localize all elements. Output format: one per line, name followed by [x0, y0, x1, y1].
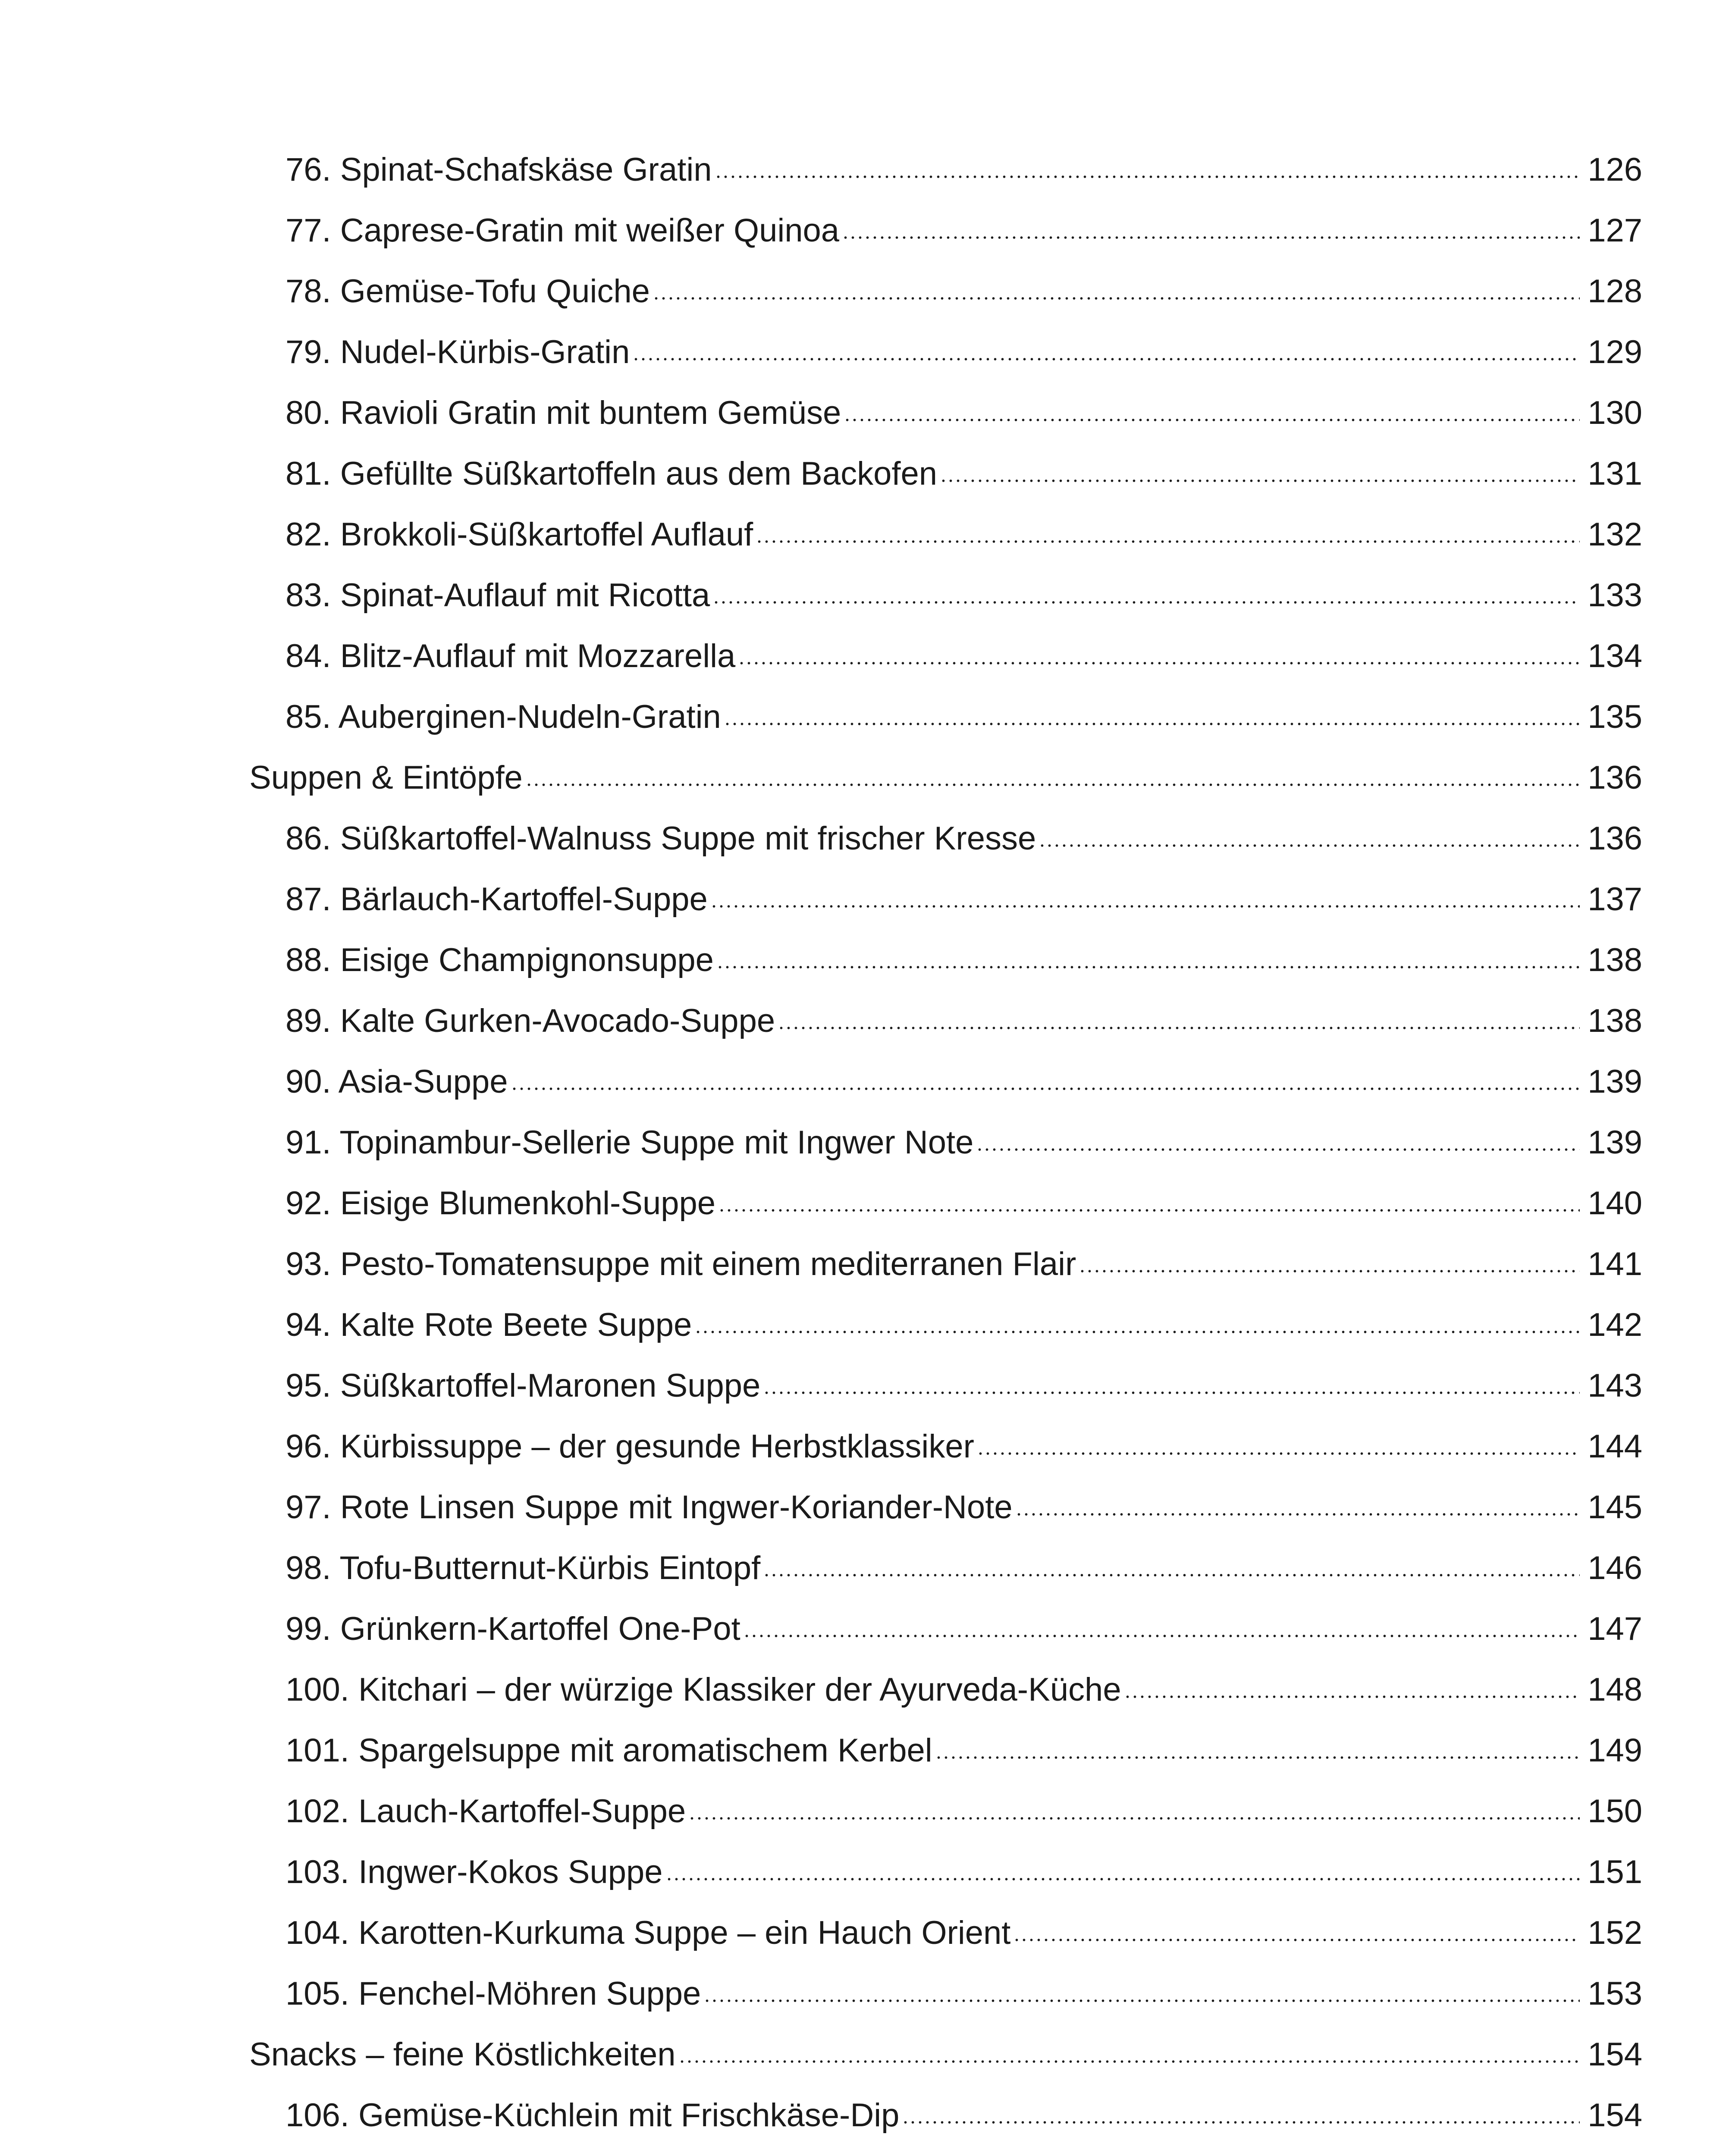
- toc-entry-title: 82. Brokkoli-Süßkartoffel Auflauf: [286, 516, 753, 553]
- toc-entry-title: 95. Süßkartoffel-Maronen Suppe: [286, 1367, 761, 1404]
- toc-recipe-entry[interactable]: [249, 2096, 1642, 2156]
- toc-entry-page-number: 139: [1588, 1124, 1642, 1161]
- dot-leader: [842, 231, 1580, 244]
- toc-entry-page-number: 136: [1588, 820, 1642, 857]
- toc-entry-page-number: 137: [1588, 881, 1642, 918]
- toc-entry-page-number: 145: [1588, 1489, 1642, 1526]
- toc-recipe-entry[interactable]: [249, 1853, 1642, 1914]
- toc-recipe-entry[interactable]: [249, 1063, 1642, 1124]
- toc-recipe-entry[interactable]: [249, 455, 1642, 516]
- toc-recipe-entry[interactable]: [249, 1428, 1642, 1489]
- toc-recipe-entry[interactable]: [249, 1245, 1642, 1306]
- toc-entry-title: 104. Karotten-Kurkuma Suppe – ein Hauch Orient: [286, 1915, 1011, 1951]
- toc-recipe-entry[interactable]: [249, 1549, 1642, 1610]
- toc-entry-page-number: 131: [1588, 455, 1642, 492]
- toc-recipe-entry[interactable]: [249, 333, 1642, 394]
- toc-entry-page-number: 136: [1588, 759, 1642, 796]
- toc-recipe-entry[interactable]: [249, 1671, 1642, 1732]
- toc-entry-title: 84. Blitz-Auflauf mit Mozzarella: [286, 638, 736, 674]
- toc-entry-title: 100. Kitchari – der würzige Klassiker der Ayurveda-Küche: [286, 1671, 1121, 1708]
- toc-entry-page-number: 148: [1588, 1671, 1642, 1708]
- toc-recipe-entry[interactable]: [249, 1489, 1642, 1549]
- toc-recipe-entry[interactable]: [249, 1306, 1642, 1367]
- toc-recipe-entry[interactable]: [249, 698, 1642, 759]
- toc-entry-page-number: 140: [1588, 1185, 1642, 1222]
- toc-entry-page-number: 153: [1588, 1975, 1642, 2012]
- dot-leader: [778, 1022, 1580, 1034]
- toc-section-entry[interactable]: [249, 2036, 1642, 2096]
- toc-entry-page-number: 141: [1588, 1246, 1642, 1282]
- toc-entry-title: 87. Bärlauch-Kartoffel-Suppe: [286, 881, 708, 918]
- toc-entry-title: 103. Ingwer-Kokos Suppe: [286, 1854, 663, 1890]
- toc-entry-title: 88. Eisige Champignonsuppe: [286, 942, 714, 978]
- toc-entry-title: 85. Auberginen-Nudeln-Gratin: [286, 699, 721, 735]
- dot-leader: [935, 1751, 1580, 1764]
- dot-leader: [525, 778, 1580, 791]
- toc-recipe-entry[interactable]: [249, 1732, 1642, 1792]
- toc-recipe-entry[interactable]: [249, 1975, 1642, 2036]
- toc-entry-page-number: 154: [1588, 2036, 1642, 2073]
- toc-entry-title: 94. Kalte Rote Beete Suppe: [286, 1307, 692, 1343]
- toc-recipe-entry[interactable]: [249, 577, 1642, 637]
- toc-entry-page-number: 138: [1588, 942, 1642, 978]
- toc-entry-page-number: 126: [1588, 151, 1642, 188]
- dot-leader: [763, 1569, 1580, 1582]
- dot-leader: [718, 1204, 1580, 1217]
- toc-entry-title: 102. Lauch-Kartoffel-Suppe: [286, 1793, 686, 1830]
- dot-leader: [1079, 1265, 1580, 1278]
- toc-recipe-entry[interactable]: [249, 941, 1642, 1002]
- toc-entry-title: 81. Gefüllte Süßkartoffeln aus dem Backofen: [286, 455, 938, 492]
- dot-leader: [665, 1873, 1580, 1886]
- dot-leader: [694, 1326, 1580, 1338]
- dot-leader: [712, 596, 1580, 609]
- dot-leader: [1124, 1690, 1580, 1703]
- toc-entry-page-number: 143: [1588, 1367, 1642, 1404]
- dot-leader: [716, 961, 1580, 974]
- toc-entry-title: 79. Nudel-Kürbis-Gratin: [286, 334, 630, 370]
- toc-entry-title: Snacks – feine Köstlichkeiten: [249, 2036, 676, 2073]
- toc-entry-page-number: 147: [1588, 1611, 1642, 1647]
- toc-entry-page-number: 130: [1588, 395, 1642, 431]
- toc-entry-page-number: 152: [1588, 1915, 1642, 1951]
- dot-leader: [976, 1143, 1580, 1156]
- toc-entry-page-number: 138: [1588, 1003, 1642, 1039]
- dot-leader: [763, 1386, 1580, 1399]
- toc-entry-title: 101. Spargelsuppe mit aromatischem Kerbel: [286, 1732, 932, 1769]
- toc-entry-title: 96. Kürbissuppe – der gesunde Herbstklassiker: [286, 1428, 974, 1465]
- toc-entry-title: 99. Grünkern-Kartoffel One-Pot: [286, 1611, 740, 1647]
- toc-entry-title: 91. Topinambur-Sellerie Suppe mit Ingwer Note: [286, 1124, 974, 1161]
- toc-recipe-entry[interactable]: [249, 273, 1642, 333]
- toc-entry-title: 90. Asia-Suppe: [286, 1063, 508, 1100]
- toc-entry-title: 92. Eisige Blumenkohl-Suppe: [286, 1185, 716, 1222]
- toc-recipe-entry[interactable]: [249, 1124, 1642, 1185]
- toc-entry-page-number: 139: [1588, 1063, 1642, 1100]
- dot-leader: [678, 2055, 1580, 2068]
- toc-entry-title: 89. Kalte Gurken-Avocado-Suppe: [286, 1003, 775, 1039]
- dot-leader: [688, 1812, 1580, 1825]
- toc-entry-page-number: 129: [1588, 334, 1642, 370]
- toc-recipe-entry[interactable]: [249, 212, 1642, 273]
- dot-leader: [1015, 1508, 1580, 1521]
- toc-entry-page-number: 128: [1588, 273, 1642, 310]
- toc-entry-page-number: 132: [1588, 516, 1642, 553]
- dot-leader: [756, 535, 1580, 548]
- toc-entry-title: 93. Pesto-Tomatensuppe mit einem mediterranen Flair: [286, 1246, 1076, 1282]
- toc-recipe-entry[interactable]: [249, 881, 1642, 941]
- toc-entry-title: 86. Süßkartoffel-Walnuss Suppe mit frischer Kresse: [286, 820, 1036, 857]
- toc-recipe-entry[interactable]: [249, 151, 1642, 212]
- dot-leader: [1039, 839, 1580, 852]
- toc-recipe-entry[interactable]: [249, 637, 1642, 698]
- table-of-contents: [249, 151, 1642, 2156]
- toc-recipe-entry[interactable]: [249, 820, 1642, 881]
- dot-leader: [710, 900, 1580, 913]
- toc-entry-page-number: 144: [1588, 1428, 1642, 1465]
- toc-entry-title: 106. Gemüse-Küchlein mit Frischkäse-Dip: [286, 2097, 900, 2134]
- toc-entry-page-number: 134: [1588, 638, 1642, 674]
- toc-entry-title: 83. Spinat-Auflauf mit Ricotta: [286, 577, 710, 614]
- toc-recipe-entry[interactable]: [249, 1367, 1642, 1428]
- toc-entry-title: 76. Spinat-Schafskäse Gratin: [286, 151, 712, 188]
- dot-leader: [844, 414, 1580, 426]
- toc-recipe-entry[interactable]: [249, 1185, 1642, 1245]
- toc-recipe-entry[interactable]: [249, 1002, 1642, 1063]
- dot-leader: [977, 1447, 1580, 1460]
- toc-entry-title: 97. Rote Linsen Suppe mit Ingwer-Koriander-Note: [286, 1489, 1013, 1526]
- toc-entry-title: 80. Ravioli Gratin mit buntem Gemüse: [286, 395, 841, 431]
- dot-leader: [703, 1994, 1580, 2007]
- dot-leader: [632, 353, 1580, 366]
- dot-leader: [724, 718, 1580, 730]
- toc-section-entry[interactable]: [249, 759, 1642, 820]
- toc-entry-page-number: 133: [1588, 577, 1642, 614]
- toc-recipe-entry[interactable]: [249, 516, 1642, 577]
- toc-entry-title: 98. Tofu-Butternut-Kürbis Eintopf: [286, 1550, 761, 1586]
- toc-entry-title: 78. Gemüse-Tofu Quiche: [286, 273, 650, 310]
- dot-leader: [511, 1082, 1580, 1095]
- dot-leader: [738, 657, 1580, 670]
- toc-entry-page-number: 146: [1588, 1550, 1642, 1586]
- toc-recipe-entry[interactable]: [249, 1914, 1642, 1975]
- dot-leader: [902, 2116, 1580, 2129]
- toc-entry-page-number: 135: [1588, 699, 1642, 735]
- toc-recipe-entry[interactable]: [249, 1792, 1642, 1853]
- dot-leader: [743, 1630, 1580, 1642]
- dot-leader: [715, 170, 1580, 183]
- dot-leader: [1013, 1934, 1580, 1946]
- toc-entry-title: 77. Caprese-Gratin mit weißer Quinoa: [286, 212, 840, 249]
- toc-entry-title: 105. Fenchel-Möhren Suppe: [286, 1975, 701, 2012]
- toc-entry-page-number: 142: [1588, 1307, 1642, 1343]
- toc-entry-page-number: 154: [1588, 2097, 1642, 2134]
- dot-leader: [653, 292, 1580, 305]
- toc-entry-page-number: 127: [1588, 212, 1642, 249]
- toc-entry-title: Suppen & Eintöpfe: [249, 759, 523, 796]
- toc-entry-page-number: 150: [1588, 1793, 1642, 1830]
- toc-entry-page-number: 149: [1588, 1732, 1642, 1769]
- toc-entry-page-number: 151: [1588, 1854, 1642, 1890]
- toc-recipe-entry[interactable]: [249, 1610, 1642, 1671]
- toc-recipe-entry[interactable]: [249, 394, 1642, 455]
- dot-leader: [940, 474, 1580, 487]
